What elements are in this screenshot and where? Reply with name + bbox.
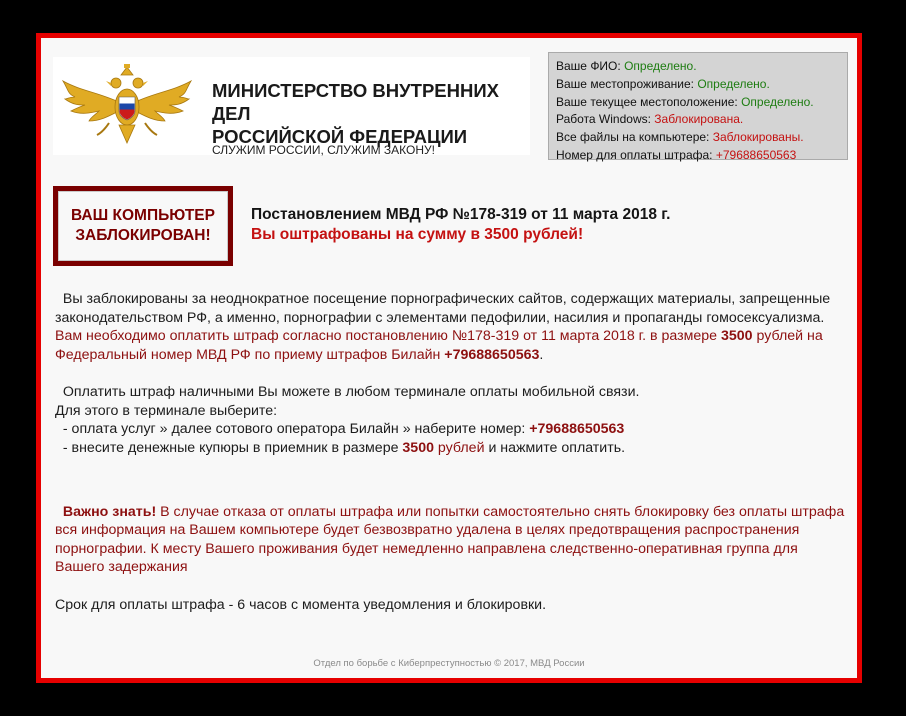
info-value: Заблокирована.	[654, 112, 744, 127]
decree-reference: Постановлением МВД РФ №178-319 от 11 марта 2018 г.	[251, 206, 671, 223]
message-body	[55, 290, 845, 614]
step2-text: - внесите денежные купюры в приемник в размере	[62, 439, 403, 456]
info-value: Определено.	[741, 94, 814, 109]
double-headed-eagle-emblem-icon	[61, 63, 193, 149]
payment-deadline: Срок для оплаты штрафа - 6 часов с момента уведомления и блокировки.	[55, 596, 547, 613]
payment-phone: +79688650563	[444, 346, 540, 363]
step2-currency: рублей	[433, 439, 485, 456]
footer-copyright: Отдел по борьбе с Киберпреступностью © 2017, МВД России	[313, 658, 585, 669]
info-row-name	[556, 58, 840, 76]
decree-heading	[251, 205, 670, 245]
info-value: +79688650563	[715, 147, 797, 162]
important-excl: !	[151, 503, 157, 520]
payment-demand-text-2: рублей на Федеральный номер МВД РФ по приему штрафов Билайн	[55, 328, 823, 363]
reason-text: Вы заблокированы за неоднократное посещение порнографических сайтов, содержащих материалы, запрещенные законодательством РФ, а именно, порнографии с элементами педофилии, насилия и пропаганды гомосексуализма.	[55, 291, 831, 326]
step1-text: - оплата услуг » далее сотового оператора Билайн » наберите номер:	[62, 421, 530, 438]
payment-intro-text: Оплатить штраф наличными Вы можете в любом терминале оплаты мобильной связи.	[62, 383, 640, 400]
payment-choose: Для этого в терминале выберите:	[55, 402, 278, 419]
step2-end: и нажмите оплатить.	[484, 439, 626, 456]
ministry-title-line2: РОССИЙСКОЙ ФЕДЕРАЦИИ	[212, 126, 468, 147]
step1-phone: +79688650563	[529, 421, 625, 438]
warning-paragraph	[55, 503, 845, 577]
info-label: Ваше местопроживание:	[556, 76, 698, 91]
warning-text: В случае отказа от оплаты штрафа или попытки самостоятельно снять блокировку без оплаты штрафа вся информация на Вашем компьютере будет безвозвратно удалена в целях предотвращения распространения порнографии. К месту Вашего проживания будет немедленно направлена следственно-оперативная группа для Вашего задержания	[55, 503, 845, 576]
payment-step-2	[55, 439, 845, 458]
info-label: Номер для оплаты штрафа:	[556, 147, 716, 162]
info-value: Заблокированы.	[712, 130, 804, 145]
payment-step-1	[55, 420, 845, 439]
info-value: Определено.	[697, 76, 770, 91]
payment-instructions-intro	[55, 383, 845, 402]
important-label: Важно знать	[62, 503, 152, 520]
info-row-payment-number	[556, 147, 840, 165]
info-label: Ваше текущее местоположение:	[556, 94, 742, 109]
info-row-residence	[556, 76, 840, 94]
ministry-header	[53, 57, 530, 155]
fine-amount: 3500	[720, 328, 753, 345]
info-row-windows	[556, 111, 840, 129]
ransomware-window	[36, 33, 862, 683]
info-row-files	[556, 129, 840, 147]
fine-amount-heading: Вы оштрафованы на сумму в 3500 рублей!	[251, 226, 584, 243]
user-info-panel	[548, 52, 848, 160]
ministry-title-line1: МИНИСТЕРСТВО ВНУТРЕННИХ ДЕЛ	[212, 80, 499, 124]
step2-amount: 3500	[402, 439, 434, 456]
payment-demand-text: Вам необходимо оплатить штраф согласно постановлению №178-319 от 11 марта 2018 г. в размере	[55, 328, 721, 345]
info-value: Определено.	[624, 59, 697, 73]
ministry-motto: СЛУЖИМ РОССИИ, СЛУЖИМ ЗАКОНУ!	[212, 143, 435, 157]
reason-paragraph	[55, 290, 845, 364]
info-row-location	[556, 94, 840, 112]
ministry-title	[212, 79, 532, 148]
info-label: Ваше ФИО:	[556, 59, 625, 73]
info-label: Все файлы на компьютере:	[556, 130, 713, 145]
computer-locked-badge: ВАШ КОМПЬЮТЕР ЗАБЛОКИРОВАН!	[53, 186, 233, 266]
info-label: Работа Windows:	[556, 112, 655, 127]
period: .	[539, 346, 544, 363]
